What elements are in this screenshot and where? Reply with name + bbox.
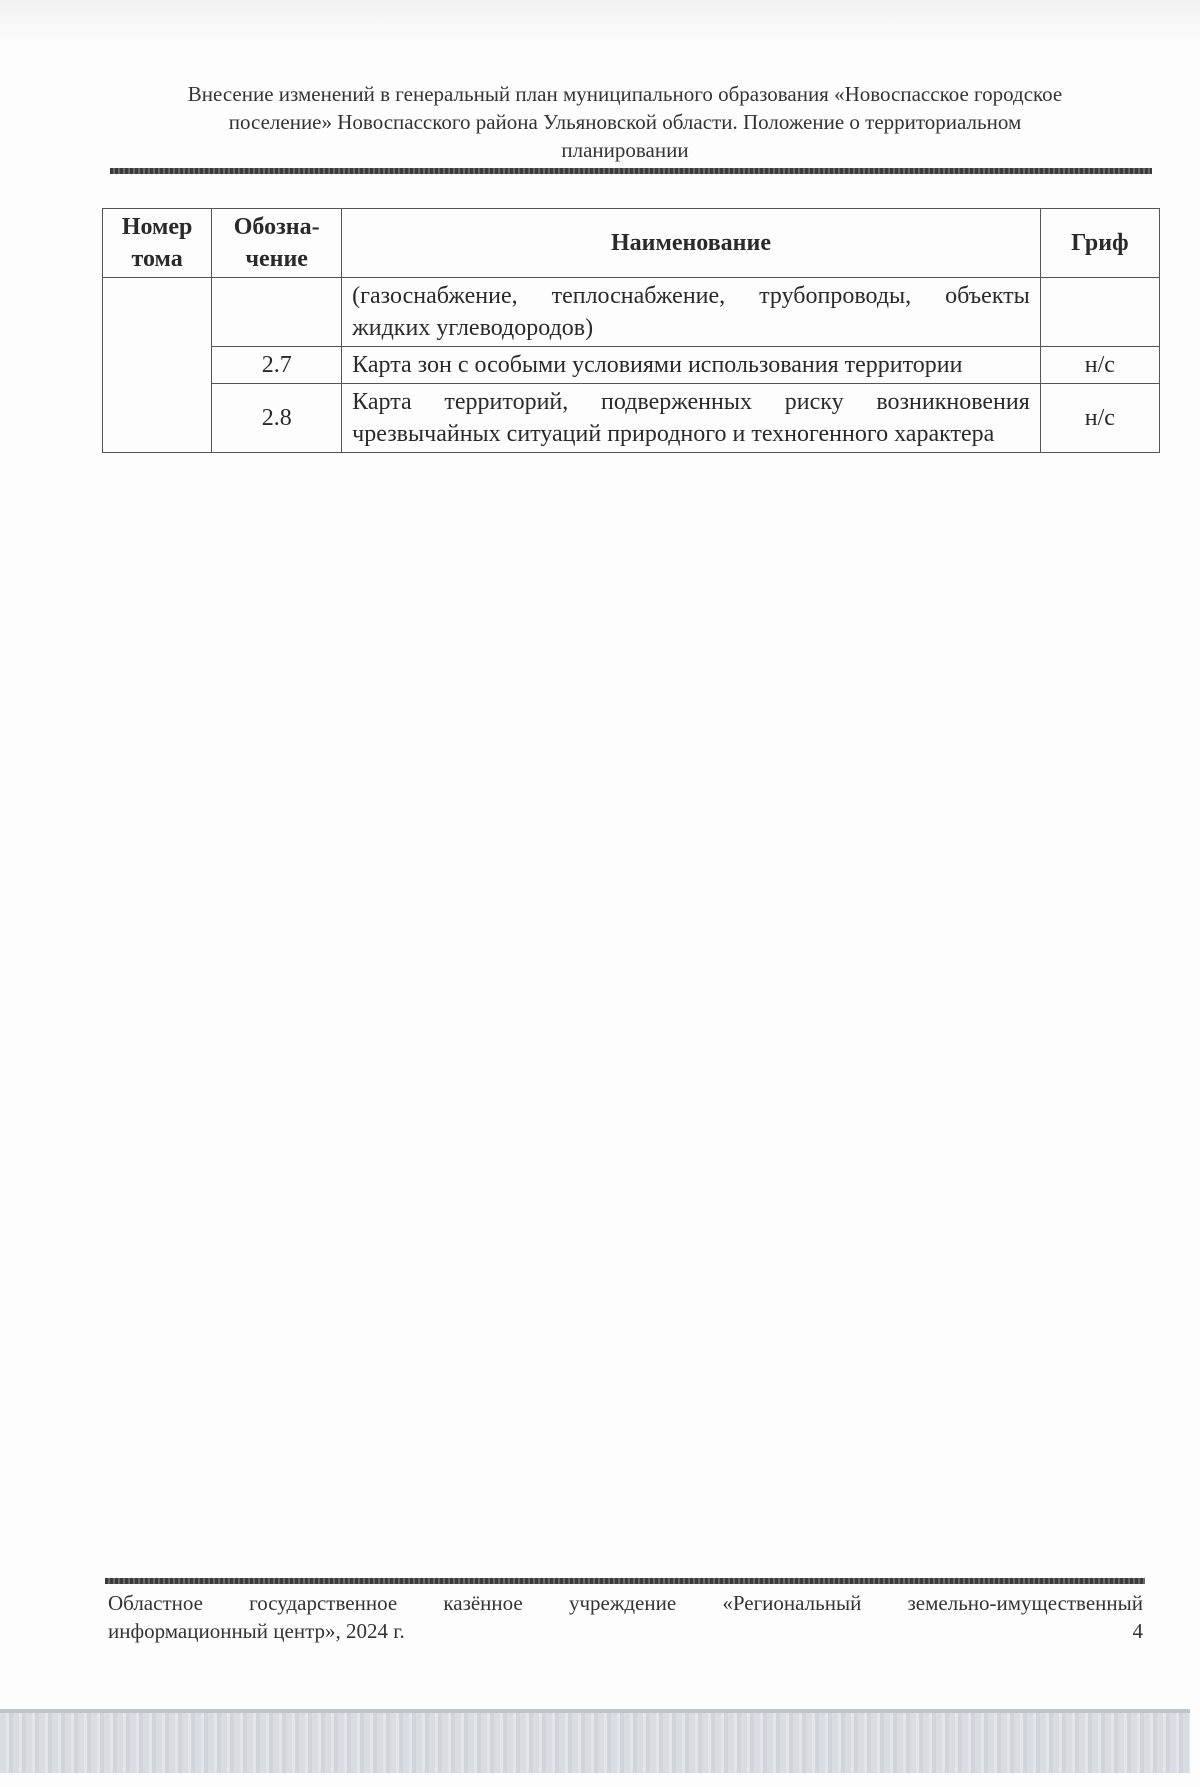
column-header-designation-line-1: Обозна- bbox=[233, 214, 320, 240]
designation-cell bbox=[212, 278, 342, 347]
column-header-designation-line-2: чение bbox=[245, 246, 308, 272]
table-row bbox=[103, 347, 1160, 384]
table-row bbox=[103, 384, 1160, 453]
footer-line-2: информационный центр», 2024 г. bbox=[108, 1619, 405, 1643]
header-line-2: поселение» Новоспасского района Ульяновской области. Положение о территориальном bbox=[228, 110, 1022, 134]
table-row bbox=[103, 278, 1160, 347]
grif-cell bbox=[1040, 278, 1159, 347]
page-header bbox=[110, 80, 1140, 164]
scan-bottom-strip bbox=[0, 1713, 1190, 1773]
grif-cell: н/с bbox=[1040, 384, 1159, 453]
column-header-volume-number-line-1: Номер bbox=[121, 214, 193, 240]
header-rule bbox=[110, 168, 1152, 174]
page-number: 4 bbox=[1132, 1619, 1143, 1643]
page-footer bbox=[108, 1589, 1143, 1645]
column-header-grif: Гриф bbox=[1040, 209, 1159, 278]
volumes-table bbox=[102, 208, 1160, 453]
volume-number-cell bbox=[103, 278, 212, 453]
table-header-row bbox=[103, 209, 1160, 278]
footer-line-1: Областное государственное казённое учреждение «Региональный земельно-имущественный bbox=[108, 1591, 1143, 1615]
column-header-volume-number-line-2: тома bbox=[131, 246, 183, 272]
name-cell: (газоснабжение, теплоснабжение, трубопроводы, объекты жидких углеводородов) bbox=[342, 278, 1041, 347]
name-cell: Карта территорий, подверженных риску возникновения чрезвычайных ситуаций природного и техногенного характера bbox=[342, 384, 1041, 453]
grif-cell: н/с bbox=[1040, 347, 1159, 384]
column-header-name: Наименование bbox=[342, 209, 1041, 278]
column-header-designation bbox=[212, 209, 342, 278]
name-cell: Карта зон с особыми условиями использования территории bbox=[342, 347, 1041, 384]
footer-rule bbox=[105, 1578, 1145, 1584]
header-line-1: Внесение изменений в генеральный план муниципального образования «Новоспасское городское bbox=[187, 82, 1063, 106]
header-line-3: планировании bbox=[561, 138, 689, 162]
designation-cell: 2.8 bbox=[212, 384, 342, 453]
designation-cell: 2.7 bbox=[212, 347, 342, 384]
footer-line-2-row bbox=[108, 1617, 1143, 1645]
scan-top-strip bbox=[0, 0, 1200, 40]
column-header-volume-number bbox=[103, 209, 212, 278]
